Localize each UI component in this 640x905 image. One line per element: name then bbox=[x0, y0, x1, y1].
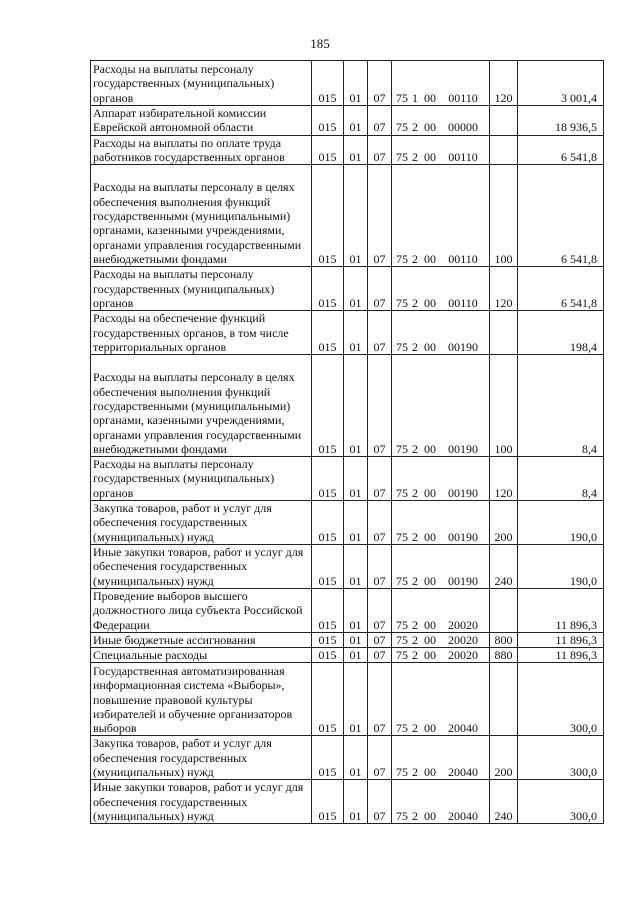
target-article-segment: 2 bbox=[412, 648, 418, 663]
target-article-segment: 00 bbox=[424, 632, 436, 647]
row-description: Иные бюджетные ассигнования bbox=[91, 632, 312, 647]
row-amount: 6 541,8 bbox=[518, 135, 604, 165]
target-article-segment: 20040 bbox=[448, 721, 478, 736]
target-article-segment: 75 bbox=[396, 809, 408, 824]
target-article-segment: 00 bbox=[424, 765, 436, 780]
target-article-segment: 2 bbox=[412, 149, 418, 164]
row-description: Расходы на выплаты персоналу в целях обеспечения выполнения функций государственными (муниципальными) органами, казенными учреждениями, органами управления государственными внебюджетными фондами bbox=[91, 165, 312, 267]
table-row bbox=[91, 267, 604, 311]
row-ministry-code: 015 bbox=[312, 457, 344, 501]
row-section-code: 01 bbox=[344, 632, 368, 647]
target-article-segment: 2 bbox=[412, 441, 418, 456]
row-section-code: 01 bbox=[344, 648, 368, 663]
row-ministry-code: 015 bbox=[312, 311, 344, 355]
page-number: 185 bbox=[310, 36, 330, 51]
row-section-code: 01 bbox=[344, 457, 368, 501]
row-target-article-code bbox=[392, 632, 490, 647]
row-subsection-code: 07 bbox=[368, 544, 392, 588]
row-subsection-code: 07 bbox=[368, 135, 392, 165]
row-section-code: 01 bbox=[344, 780, 368, 824]
row-subsection-code: 07 bbox=[368, 632, 392, 647]
row-description: Расходы на выплаты персоналу государственных (муниципальных) органов bbox=[91, 457, 312, 501]
table-row bbox=[91, 61, 604, 106]
row-ministry-code: 015 bbox=[312, 632, 344, 647]
row-subsection-code: 07 bbox=[368, 106, 392, 136]
target-article-segment: 1 bbox=[412, 90, 418, 105]
target-article-segment: 00000 bbox=[448, 120, 478, 135]
target-article-segment: 2 bbox=[412, 295, 418, 310]
row-expense-type-code bbox=[490, 311, 518, 355]
table-row bbox=[91, 106, 604, 136]
row-amount: 8,4 bbox=[518, 355, 604, 457]
target-article-segment: 75 bbox=[396, 149, 408, 164]
table-row bbox=[91, 648, 604, 663]
row-target-article-code bbox=[392, 267, 490, 311]
row-ministry-code: 015 bbox=[312, 780, 344, 824]
target-article-segment: 75 bbox=[396, 632, 408, 647]
target-article-segment: 75 bbox=[396, 765, 408, 780]
row-amount: 6 541,8 bbox=[518, 267, 604, 311]
table-row bbox=[91, 311, 604, 355]
row-description: Расходы на обеспечение функций государственных органов, в том числе территориальных органов bbox=[91, 311, 312, 355]
row-ministry-code: 015 bbox=[312, 544, 344, 588]
row-description: Закупка товаров, работ и услуг для обеспечения государственных (муниципальных) нужд bbox=[91, 501, 312, 545]
target-article-segment: 20040 bbox=[448, 765, 478, 780]
row-ministry-code: 015 bbox=[312, 61, 344, 106]
target-article-segment: 75 bbox=[396, 485, 408, 500]
table-row bbox=[91, 780, 604, 824]
row-amount: 190,0 bbox=[518, 501, 604, 545]
row-ministry-code: 015 bbox=[312, 588, 344, 632]
row-description: Расходы на выплаты персоналу в целях обеспечения выполнения функций государственными (муниципальными) органами, казенными учреждениями, органами управления государственными внебюджетными фондами bbox=[91, 355, 312, 457]
target-article-segment: 00 bbox=[424, 617, 436, 632]
target-article-segment: 75 bbox=[396, 573, 408, 588]
target-article-segment: 75 bbox=[396, 120, 408, 135]
target-article-segment: 00110 bbox=[448, 149, 478, 164]
table-row bbox=[91, 501, 604, 545]
row-target-article-code bbox=[392, 780, 490, 824]
budget-table bbox=[90, 60, 604, 824]
row-expense-type-code: 200 bbox=[490, 501, 518, 545]
row-amount: 18 936,5 bbox=[518, 106, 604, 136]
row-section-code: 01 bbox=[344, 135, 368, 165]
row-description: Расходы на выплаты персоналу государственных (муниципальных) органов bbox=[91, 61, 312, 106]
target-article-segment: 75 bbox=[396, 617, 408, 632]
row-ministry-code: 015 bbox=[312, 355, 344, 457]
row-ministry-code: 015 bbox=[312, 736, 344, 780]
row-expense-type-code bbox=[490, 663, 518, 736]
row-section-code: 01 bbox=[344, 311, 368, 355]
row-section-code: 01 bbox=[344, 165, 368, 267]
row-amount: 8,4 bbox=[518, 457, 604, 501]
target-article-segment: 2 bbox=[412, 721, 418, 736]
budget-table-body bbox=[91, 61, 604, 824]
target-article-segment: 75 bbox=[396, 648, 408, 663]
row-expense-type-code bbox=[490, 588, 518, 632]
row-amount: 6 541,8 bbox=[518, 165, 604, 267]
target-article-segment: 00 bbox=[424, 441, 436, 456]
row-expense-type-code: 880 bbox=[490, 648, 518, 663]
target-article-segment: 00 bbox=[424, 809, 436, 824]
row-section-code: 01 bbox=[344, 501, 368, 545]
row-description: Иные закупки товаров, работ и услуг для обеспечения государственных (муниципальных) нужд bbox=[91, 544, 312, 588]
row-subsection-code: 07 bbox=[368, 311, 392, 355]
table-row bbox=[91, 588, 604, 632]
target-article-segment: 2 bbox=[412, 120, 418, 135]
target-article-segment: 2 bbox=[412, 251, 418, 266]
row-subsection-code: 07 bbox=[368, 648, 392, 663]
row-subsection-code: 07 bbox=[368, 501, 392, 545]
row-description: Специальные расходы bbox=[91, 648, 312, 663]
row-description: Закупка товаров, работ и услуг для обеспечения государственных (муниципальных) нужд bbox=[91, 736, 312, 780]
table-row bbox=[91, 165, 604, 267]
row-ministry-code: 015 bbox=[312, 501, 344, 545]
row-subsection-code: 07 bbox=[368, 165, 392, 267]
row-amount: 190,0 bbox=[518, 544, 604, 588]
row-expense-type-code: 200 bbox=[490, 736, 518, 780]
row-expense-type-code bbox=[490, 135, 518, 165]
target-article-segment: 75 bbox=[396, 441, 408, 456]
row-expense-type-code: 240 bbox=[490, 780, 518, 824]
row-description: Аппарат избирательной комиссии Еврейской автономной области bbox=[91, 106, 312, 136]
target-article-segment: 75 bbox=[396, 295, 408, 310]
row-description: Государственная автоматизированная информационная система «Выборы», повышение правовой культуры избирателей и обучение организаторов выборов bbox=[91, 663, 312, 736]
table-row bbox=[91, 355, 604, 457]
row-amount: 300,0 bbox=[518, 663, 604, 736]
row-target-article-code bbox=[392, 61, 490, 106]
row-amount: 300,0 bbox=[518, 736, 604, 780]
target-article-segment: 00190 bbox=[448, 529, 478, 544]
row-subsection-code: 07 bbox=[368, 780, 392, 824]
table-row bbox=[91, 457, 604, 501]
target-article-segment: 2 bbox=[412, 809, 418, 824]
target-article-segment: 2 bbox=[412, 529, 418, 544]
target-article-segment: 20020 bbox=[448, 632, 478, 647]
target-article-segment: 00 bbox=[424, 721, 436, 736]
target-article-segment: 00190 bbox=[448, 339, 478, 354]
row-description: Проведение выборов высшего должностного лица субъекта Российской Федерации bbox=[91, 588, 312, 632]
target-article-segment: 00 bbox=[424, 120, 436, 135]
row-section-code: 01 bbox=[344, 355, 368, 457]
row-description: Расходы на выплаты персоналу государственных (муниципальных) органов bbox=[91, 267, 312, 311]
row-expense-type-code: 240 bbox=[490, 544, 518, 588]
target-article-segment: 00 bbox=[424, 339, 436, 354]
row-ministry-code: 015 bbox=[312, 663, 344, 736]
target-article-segment: 00190 bbox=[448, 485, 478, 500]
row-section-code: 01 bbox=[344, 61, 368, 106]
target-article-segment: 75 bbox=[396, 339, 408, 354]
row-subsection-code: 07 bbox=[368, 355, 392, 457]
row-section-code: 01 bbox=[344, 736, 368, 780]
target-article-segment: 00110 bbox=[448, 251, 478, 266]
row-section-code: 01 bbox=[344, 267, 368, 311]
target-article-segment: 00190 bbox=[448, 441, 478, 456]
row-description: Расходы на выплаты по оплате труда работников государственных органов bbox=[91, 135, 312, 165]
target-article-segment: 75 bbox=[396, 251, 408, 266]
target-article-segment: 75 bbox=[396, 721, 408, 736]
row-target-article-code bbox=[392, 311, 490, 355]
row-section-code: 01 bbox=[344, 106, 368, 136]
row-amount: 11 896,3 bbox=[518, 588, 604, 632]
row-expense-type-code: 120 bbox=[490, 267, 518, 311]
target-article-segment: 00 bbox=[424, 295, 436, 310]
table-row bbox=[91, 632, 604, 647]
row-expense-type-code: 100 bbox=[490, 355, 518, 457]
row-section-code: 01 bbox=[344, 663, 368, 736]
row-amount: 11 896,3 bbox=[518, 632, 604, 647]
target-article-segment: 00110 bbox=[448, 295, 478, 310]
target-article-segment: 2 bbox=[412, 617, 418, 632]
target-article-segment: 00 bbox=[424, 648, 436, 663]
target-article-segment: 00 bbox=[424, 251, 436, 266]
table-row bbox=[91, 135, 604, 165]
target-article-segment: 00 bbox=[424, 90, 436, 105]
target-article-segment: 20020 bbox=[448, 617, 478, 632]
row-subsection-code: 07 bbox=[368, 736, 392, 780]
table-row bbox=[91, 736, 604, 780]
row-subsection-code: 07 bbox=[368, 663, 392, 736]
row-target-article-code bbox=[392, 663, 490, 736]
target-article-segment: 2 bbox=[412, 573, 418, 588]
row-expense-type-code: 100 bbox=[490, 165, 518, 267]
target-article-segment: 2 bbox=[412, 632, 418, 647]
row-amount: 198,4 bbox=[518, 311, 604, 355]
row-target-article-code bbox=[392, 588, 490, 632]
target-article-segment: 00 bbox=[424, 573, 436, 588]
row-amount: 11 896,3 bbox=[518, 648, 604, 663]
row-target-article-code bbox=[392, 457, 490, 501]
row-target-article-code bbox=[392, 648, 490, 663]
row-subsection-code: 07 bbox=[368, 457, 392, 501]
row-ministry-code: 015 bbox=[312, 165, 344, 267]
target-article-segment: 00110 bbox=[448, 90, 478, 105]
table-row bbox=[91, 663, 604, 736]
row-amount: 300,0 bbox=[518, 780, 604, 824]
target-article-segment: 2 bbox=[412, 485, 418, 500]
row-target-article-code bbox=[392, 165, 490, 267]
row-ministry-code: 015 bbox=[312, 648, 344, 663]
row-expense-type-code: 120 bbox=[490, 457, 518, 501]
target-article-segment: 20040 bbox=[448, 809, 478, 824]
target-article-segment: 00190 bbox=[448, 573, 478, 588]
row-description: Иные закупки товаров, работ и услуг для обеспечения государственных (муниципальных) нужд bbox=[91, 780, 312, 824]
target-article-segment: 75 bbox=[396, 90, 408, 105]
target-article-segment: 00 bbox=[424, 149, 436, 164]
target-article-segment: 20020 bbox=[448, 648, 478, 663]
table-row bbox=[91, 544, 604, 588]
row-subsection-code: 07 bbox=[368, 588, 392, 632]
target-article-segment: 00 bbox=[424, 485, 436, 500]
target-article-segment: 00 bbox=[424, 529, 436, 544]
row-section-code: 01 bbox=[344, 544, 368, 588]
row-target-article-code bbox=[392, 106, 490, 136]
row-target-article-code bbox=[392, 355, 490, 457]
row-target-article-code bbox=[392, 736, 490, 780]
row-subsection-code: 07 bbox=[368, 267, 392, 311]
row-section-code: 01 bbox=[344, 588, 368, 632]
row-target-article-code bbox=[392, 501, 490, 545]
target-article-segment: 75 bbox=[396, 529, 408, 544]
row-ministry-code: 015 bbox=[312, 106, 344, 136]
row-expense-type-code: 120 bbox=[490, 61, 518, 106]
target-article-segment: 2 bbox=[412, 765, 418, 780]
row-target-article-code bbox=[392, 135, 490, 165]
row-ministry-code: 015 bbox=[312, 135, 344, 165]
target-article-segment: 2 bbox=[412, 339, 418, 354]
row-target-article-code bbox=[392, 544, 490, 588]
row-expense-type-code: 800 bbox=[490, 632, 518, 647]
row-expense-type-code bbox=[490, 106, 518, 136]
row-ministry-code: 015 bbox=[312, 267, 344, 311]
row-subsection-code: 07 bbox=[368, 61, 392, 106]
row-amount: 3 001,4 bbox=[518, 61, 604, 106]
